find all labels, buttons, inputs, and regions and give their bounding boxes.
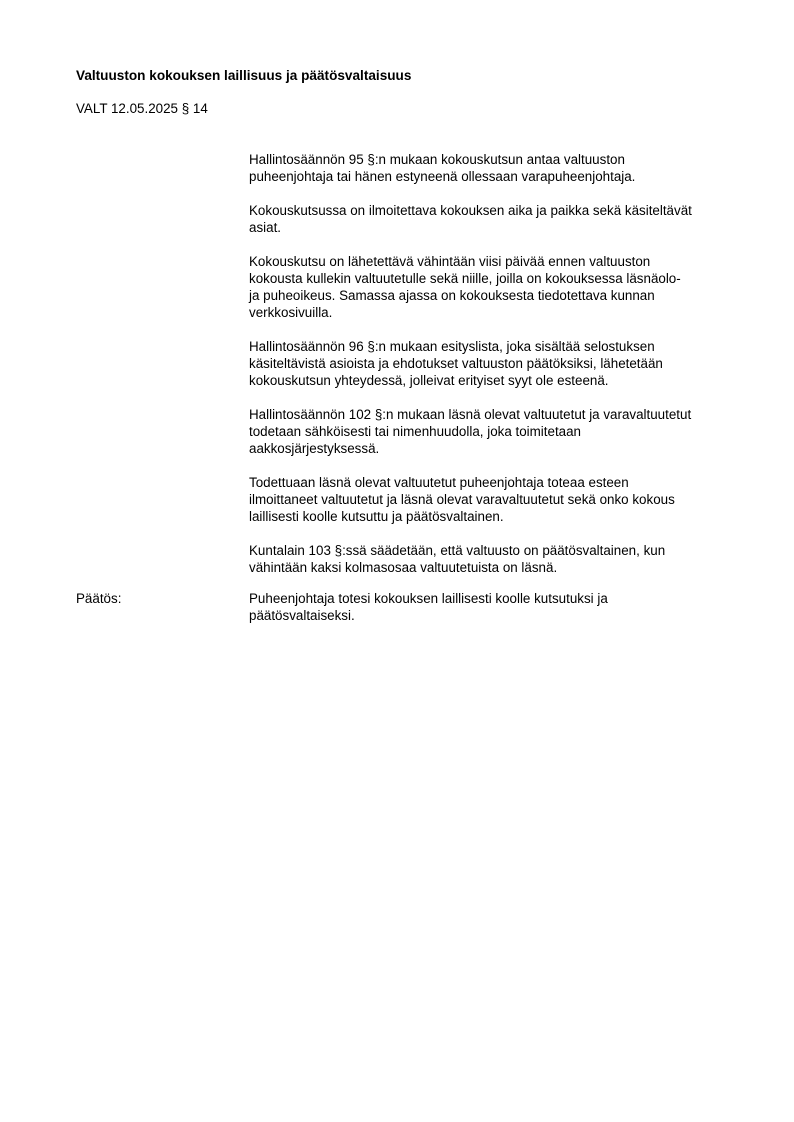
paragraph-invitation-timing — [249, 253, 744, 321]
text-line: Hallintosäännön 102 §:n mukaan läsnä olevat valtuutetut ja varavaltuutetut — [249, 407, 692, 422]
text-line: laillisesti koolle kutsuttu ja päätösvaltainen. — [249, 509, 504, 524]
text-line: Hallintosäännön 95 §:n mukaan kokouskutsun antaa valtuuston — [249, 152, 625, 167]
text-line: kokouskutsun yhteydessä, jolleivat erityiset syyt ole esteenä. — [249, 373, 609, 388]
text-line: verkkosivuilla. — [249, 305, 333, 320]
text-line: ja puheoikeus. Samassa ajassa on kokouksesta tiedotettava kunnan — [249, 288, 655, 303]
text-line: Todettuaan läsnä olevat valtuutetut puheenjohtaja toteaa esteen — [249, 475, 629, 490]
text-line: ilmoittaneet valtuutetut ja läsnä olevat varavaltuutetut sekä onko kokous — [249, 492, 675, 507]
decision-label: Päätös: — [76, 591, 122, 606]
text-line: kokousta kullekin valtuutetulle sekä niille, joilla on kokouksessa läsnäolo- — [249, 271, 681, 286]
paragraph-invitation — [249, 151, 744, 185]
paragraph-attendance — [249, 406, 744, 457]
text-line: Hallintosäännön 96 §:n mukaan esityslista, joka sisältää selostuksen — [249, 339, 655, 354]
text-line: vähintään kaksi kolmasosaa valtuutetuista on läsnä. — [249, 560, 558, 575]
text-line: todetaan sähköisesti tai nimenhuudolla, joka toimitetaan — [249, 424, 582, 439]
meeting-reference: VALT 12.05.2025 § 14 — [76, 101, 208, 116]
paragraph-invitation-content — [249, 202, 744, 236]
text-line: käsiteltävistä asioista ja ehdotukset valtuuston päätöksiksi, lähetetään — [249, 356, 663, 371]
document-title: Valtuuston kokouksen laillisuus ja päätösvaltaisuus — [76, 68, 412, 83]
decision-text — [249, 590, 608, 624]
paragraph-quorum — [249, 542, 744, 576]
paragraph-chair-check — [249, 474, 744, 525]
text-line: Kokouskutsussa on ilmoitettava kokouksen aika ja paikka sekä käsiteltävät — [249, 203, 692, 218]
text-line: päätösvaltaiseksi. — [249, 608, 355, 623]
text-line: puheenjohtaja tai hänen estyneenä ollessaan varapuheenjohtaja. — [249, 169, 636, 184]
text-line: aakkosjärjestyksessä. — [249, 441, 380, 456]
text-line: Kuntalain 103 §:ssä säädetään, että valtuusto on päätösvaltainen, kun — [249, 543, 666, 558]
text-line: Kokouskutsu on lähetettävä vähintään viisi päivää ennen valtuuston — [249, 254, 651, 269]
text-line: Puheenjohtaja totesi kokouksen laillisesti koolle kutsutuksi ja — [249, 591, 608, 606]
paragraph-agenda — [249, 338, 744, 389]
text-line: asiat. — [249, 220, 282, 235]
body-text — [249, 151, 744, 593]
